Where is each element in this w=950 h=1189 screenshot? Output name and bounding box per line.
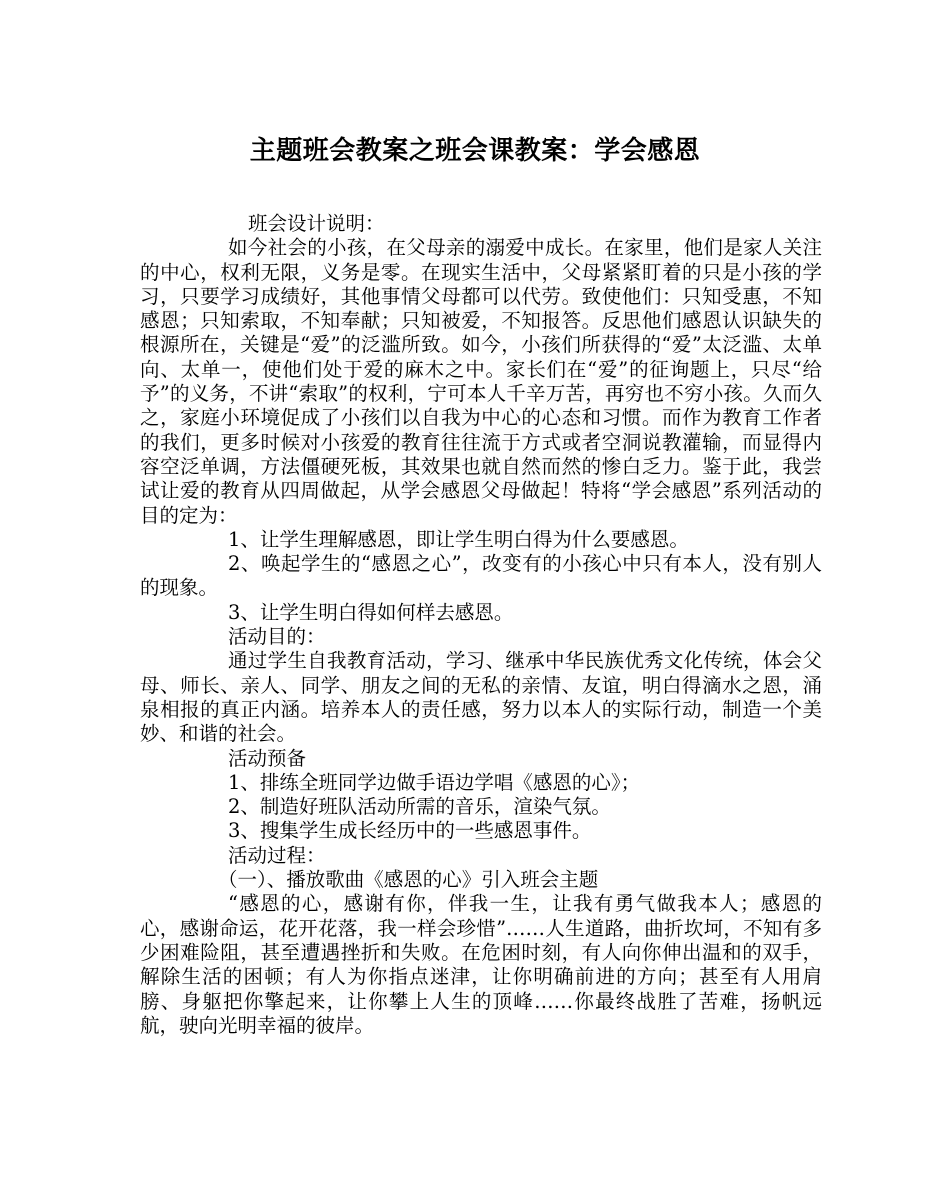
section-heading-design: 班会设计说明： [248, 212, 385, 235]
process-step-1-heading: （一）、播放歌曲《感恩的心》引入班会主题 [218, 868, 599, 892]
paragraph-song-intro: “感恩的心，感谢有你，伴我一生，让我有勇气做我本人；感恩的心，感谢命运，花开花落，我一样会珍惜”……人生道路，曲折坎坷，不知有多少困难险阻，甚至遭遇挫折和失败。在危困时刻，有人向你伸出温和的双手，解除生活的困顿；有人为你指点迷津，让你明确前进的方向；甚至有人用肩膀、身躯把你擎起来，让你攀上人生的顶峰……你最终战胜了苦难，扬帆远航，驶向光明幸福的彼岸。 [140, 892, 822, 1037]
document-title: 主题班会教案之班会课教案：学会感恩 [249, 136, 701, 166]
goal-item-1: 1、让学生理解感恩，即让学生明白得为什么要感恩。 [228, 527, 689, 551]
goal-item-2: 2、唤起学生的“感恩之心”，改变有的小孩心中只有本人，没有别人的现象。 [140, 552, 822, 600]
section-heading-preparation: 活动预备 [228, 746, 307, 770]
section-heading-process: 活动过程： [228, 843, 326, 867]
document-body [140, 212, 822, 1038]
preparation-item-3: 3、搜集学生成长经历中的一些感恩事件。 [228, 819, 592, 843]
section-heading-purpose: 活动目的： [228, 625, 326, 649]
paragraph-purpose: 通过学生自我教育活动，学习、继承中华民族优秀文化传统，体会父母、师长、亲人、同学、朋友之间的无私的亲情、友谊，明白得滴水之恩，涌泉相报的真正内涵。培养本人的责任感，努力以本人的实际行动，制造一个美妙、和谐的社会。 [140, 649, 822, 746]
preparation-item-1: 1、排练全班同学边做手语边学唱《感恩的心》； [228, 770, 641, 794]
preparation-item-2: 2、制造好班队活动所需的音乐，渲染气氛。 [228, 795, 611, 819]
paragraph-design-description: 如今社会的小孩，在父母亲的溺爱中成长。在家里，他们是家人关注的中心，权利无限，义务是零。在现实生活中，父母紧紧盯着的只是小孩的学习，只要学习成绩好，其他事情父母都可以代劳。致使他们：只知受惠，不知感恩；只知索取，不知奉献；只知被爱，不知报答。反思他们感恩认识缺失的根源所在，关键是“爱”的泛滥所致。如今，小孩们所获得的“爱”太泛滥、太单向、太单一，使他们处于爱的麻木之中。家长们在“爱”的征询题上，只尽“给予”的义务，不讲“索取”的权利，宁可本人千辛万苦，再穷也不穷小孩。久而久之，家庭小环境促成了小孩们以自我为中心的心态和习惯。而作为教育工作者的我们，更多时候对小孩爱的教育往往流于方式或者空洞说教灌输，而显得内容空泛单调，方法僵硬死板，其效果也就自然而然的惨白乏力。鉴于此，我尝试让爱的教育从四周做起，从学会感恩父母做起！特将“学会感恩”系列活动的目的定为： [140, 236, 822, 527]
goal-item-3: 3、让学生明白得如何样去感恩。 [228, 600, 514, 624]
